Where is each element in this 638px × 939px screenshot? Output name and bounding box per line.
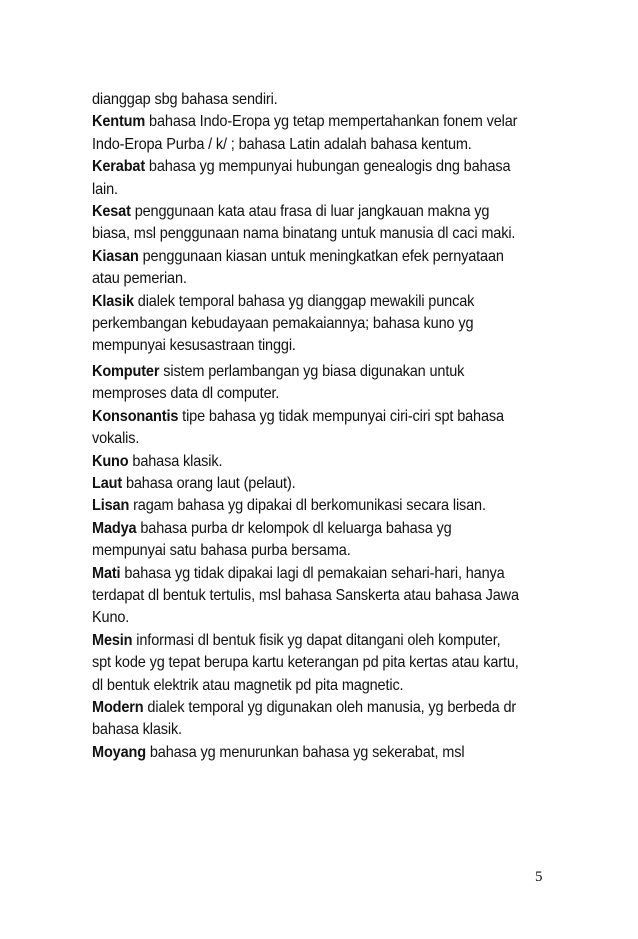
entry-definition: bahasa yg mempunyai hubungan genealogis dng bahasa lain. [92,158,511,198]
entry-term: Kuno [92,452,129,470]
entry-definition: dialek temporal bahasa yg dianggap mewakili puncak perkembangan kebudayaan pemakaiannya; bahasa kuno yg mempunyai kesusastraan tinggi. [92,292,475,355]
entry-term: Lisan [92,497,130,515]
entry-term: Modern [92,698,144,716]
page-number: 5 [535,869,543,885]
glossary-entry-moyang [92,742,520,764]
entry-term: Komputer [92,362,160,380]
entry-definition: bahasa yg menurunkan bahasa yg sekerabat, msl [145,743,465,761]
glossary-entry-kuno [92,451,520,473]
glossary-entry-kiasan [92,246,520,291]
entry-term: Konsonantis [92,407,179,425]
glossary-entry-kesat [92,201,520,246]
entry-term: Kentum [92,113,146,131]
entry-term: Mati [92,564,121,582]
glossary-entry-mati [92,563,520,630]
glossary-entry-kerabat [92,156,520,201]
glossary-text [92,89,520,764]
entry-definition: bahasa purba dr kelompok dl keluarga bahasa yg mempunyai satu bahasa purba bersama. [92,519,452,560]
entry-definition: bahasa Indo-Eropa yg tetap mempertahankan fonem velar Indo-Eropa Purba / k/ ; bahasa Latin adalah bahasa kentum. [92,113,518,153]
entry-term: Klasik [92,292,134,310]
entry-term: Madya [92,519,137,537]
glossary-entry-madya [92,518,520,563]
entry-definition: informasi dl bentuk fisik yg dapat ditangani oleh komputer, spt kode yg tepat berupa kartu keterangan pd pita kertas atau kartu, dl bentuk elektrik atau magnetik pd pita magnetic. [92,631,519,694]
glossary-entry-modern [92,697,520,742]
entry-definition: penggunaan kiasan untuk meningkatkan efek pernyataan atau pemerian. [92,247,504,288]
glossary-entry-laut [92,473,520,495]
entry-definition: bahasa orang laut (pelaut). [122,474,296,492]
entry-term: Kiasan [92,247,139,265]
glossary-entry-mesin [92,630,520,697]
glossary-entry-konsonantis [92,406,520,451]
glossary-entry-lisan [92,495,520,517]
entry-term: Moyang [92,743,146,761]
entry-definition: sistem perlambangan yg biasa digunakan untuk memproses data dl computer. [92,362,465,403]
entry-definition: bahasa yg tidak dipakai lagi dl pemakaian sehari-hari, hanya terdapat dl bentuk tertulis, msl bahasa Sanskerta atau bahasa Jawa Kuno. [92,564,519,627]
entry-definition: penggunaan kata atau frasa di luar jangkauan makna yg biasa, msl penggunaan nama binatang untuk manusia dl caci maki. [92,203,516,243]
entry-definition: dialek temporal yg digunakan oleh manusia, yg berbeda dr bahasa klasik. [92,698,517,739]
entry-term: Kesat [92,203,131,221]
entry-definition: tipe bahasa yg tidak mempunyai ciri-ciri spt bahasa vokalis. [92,407,504,448]
entry-term: Laut [92,474,123,492]
entry-definition: bahasa klasik. [128,452,223,470]
glossary-entry-kentum [92,111,520,156]
entry-term: Kerabat [92,158,146,176]
entry-term: Mesin [92,631,133,649]
glossary-entry-komputer [92,361,520,406]
glossary-entry-klasik [92,291,520,358]
continuation-text: dianggap sbg bahasa sendiri. [92,91,278,108]
entry-definition: ragam bahasa yg dipakai dl berkomunikasi secara lisan. [129,497,486,515]
